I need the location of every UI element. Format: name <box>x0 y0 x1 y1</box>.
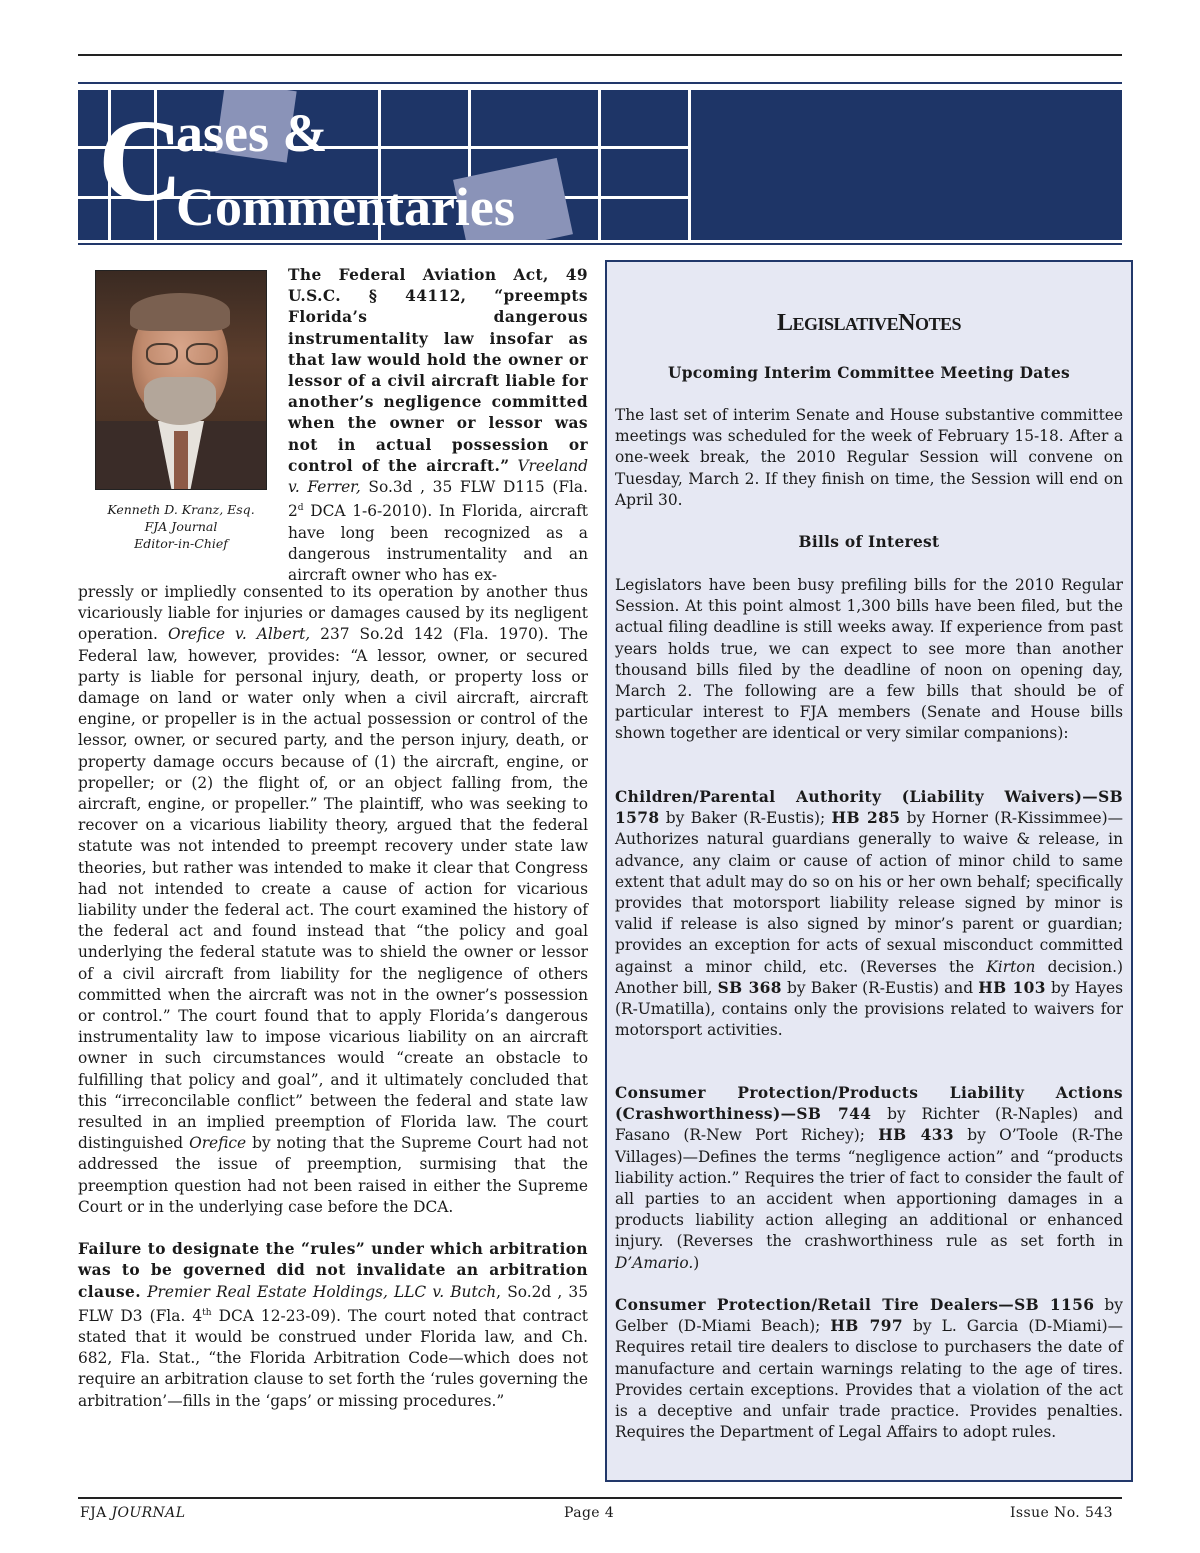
article2-lead: Failure to designate the “rules” under which arbitration was to be governed did not invalidate an arbitration clause. <box>78 1240 588 1301</box>
article1-case: Vreeland v. Ferrer, <box>288 456 588 497</box>
bill-crashworthiness: Consumer Protection/Products Liability Actions (Crashworthiness)—SB 744 by Richter (R-Naples) and Fasano (R-New Port Richey); HB 433 by O’Toole (R-The Villages)—Defines the terms “negligence action” and “products liability action.” Requires the trier of fact to consider the fault of all parties to an accident when apportioning damages in a products liability action alleging an additional or enhanced injury. (Reverses the crashworthiness rule as set forth in D’Amario.) <box>615 1084 1124 1272</box>
article1-body2: 237 So.2d 142 (Fla. 1970). The Federal law, however, provides: “A lessor, owner, or secured party is liable for personal injury, death, or property loss or damage on land or water only when a civil aircraft, aircraft engine, or propeller is in the actual possession or control of the lessor, owner, or secured party, and the person injury, death, or property damage occurs because of (1) the aircraft, engine, or propeller; or (2) the flight of, or an object falling from, the aircraft, engine, or propeller.” The plaintiff, who was seeking to recover on a vicarious liability theory, argued that the federal statute was not intended to preempt recovery under state law theories, but rather was intended to make it clear that Congress had not intended to create a cause of action for vicarious liability under the federal act. The court examined the history of the federal act and found instead that “the policy and goal underlying the federal statute was to shield the owner or lessor of a civil aircraft from liability for the negligence of others committed when the aircraft was not in the owner’s possession or control.” The court found that to apply Florida’s dangerous instrumentality law to impose vicarious liability on an aircraft owner in such circumstances would “create an obstacle to fulfilling that policy and goal”, and it ultimately concluded that this “irreconcilable conflict” between the federal and state law resulted in an implied preemption of Florida law. The court distinguished <box>78 625 588 1153</box>
grid-line <box>688 90 691 240</box>
article1-body <box>78 582 588 1412</box>
bill-tire-dealers: Consumer Protection/Retail Tire Dealers—SB 1156 by Gelber (D-Miami Beach); HB 797 by L. Garcia (D-Miami)— Requires retail tire dealers to disclose to purchasers the date of manufacture and certain warnings relating to the age of tires. Provides certain exceptions. Provides that a violation of the act is a deceptive and unfair trade practice. Provides penalties. Requires the Department of Legal Affairs to adopt rules. <box>615 1296 1123 1442</box>
article2-cite: , So.2d , 35 FLW D3 (Fla. 4 <box>78 1282 589 1325</box>
article1-orefice2: Orefice <box>189 1134 247 1153</box>
article2-case: Premier Real Estate Holdings, LLC v. Butch <box>147 1282 497 1301</box>
article2-cite-sup: th <box>202 1307 212 1318</box>
article1-body1: pressly or impliedly consented to its operation by another thus vicariously liable for injuries or damages caused by its negligent operation. <box>78 583 588 644</box>
masthead-initial: C <box>98 95 184 226</box>
meetings-paragraph: The last set of interim Senate and House substantive committee meetings was scheduled for the week of February 15-18. After a one-week break, the 2010 Regular Session will convene on Tuesday, March 2. If they finish on time, the Session will end on April 30. <box>615 406 1123 509</box>
masthead-bottom-line <box>78 243 1122 245</box>
masthead <box>78 82 1122 262</box>
subheading-meetings: Upcoming Interim Committee Meeting Dates <box>667 364 1070 382</box>
footer-issue: Issue No. 543 <box>1010 1505 1113 1521</box>
author-photo <box>95 270 267 490</box>
footer-publication: FJA JOURNAL <box>80 1505 186 1521</box>
bill-children-parental: Children/Parental Authority (Liability Waivers)—SB 1578 by Baker (R-Eustis); HB 285 by Horner (R-Kissimmee)— Authorizes natural guardians generally to waive & release, in advance, any claim or cause of action of minor child to same extent that adult may do so on his or her own behalf; specifically provides that motorsport liability release signed by minor is valid if release is also signed by minor’s parent or guardian; provides an exception for acts of sexual misconduct committed against a minor child, etc. (Reverses the Kirton decision.) Another bill, SB 368 by Baker (R-Eustis) and HB 103 by Hayes (R-Umatilla), contains only the provisions related to waivers for motorsport activities. <box>615 788 1124 1040</box>
article1-cite-rest: DCA 1-6-2010). In Florida, aircraft have long been recognized as a dangerous instrumentality and an aircraft owner who has ex- <box>288 502 588 584</box>
masthead-line1: ases & <box>176 103 328 163</box>
article1-lead: The Federal Aviation Act, 49 U.S.C. § 44112, “preempts Florida’s dangerous instrumentality law insofar as that law would hold the owner or lessor of a civil aircraft liable for another’s negligence committed when the owner or lessor was not in actual possession or control of the aircraft.” <box>288 266 588 475</box>
caption-org: FJA Journal <box>144 519 218 534</box>
article1-cite: So.3d , 35 FLW D115 (Fla. 2 <box>288 478 588 521</box>
article1-top <box>288 265 588 586</box>
grid-line <box>598 90 601 240</box>
photo-caption <box>90 501 272 552</box>
top-rule <box>78 54 1122 56</box>
legislative-notes-box <box>605 260 1133 1482</box>
caption-name: Kenneth D. Kranz, Esq. <box>107 502 255 517</box>
masthead-line2: Commentaries <box>176 177 515 237</box>
article2 <box>78 1239 588 1412</box>
masthead-top-line <box>78 82 1122 84</box>
bills-intro: Legislators have been busy prefiling bills for the 2010 Regular Session. At this point almost 1,300 bills have been filed, but the actual filing deadline is still weeks away. If experience from past years holds true, we can expect to see more than another thousand bills filed by the deadline of noon on opening day, March 2. The following are a few bills that should be of particular interest to FJA members (Senate and House bills shown together are identical or very similar companions): <box>615 576 1123 743</box>
subheading-bills: Bills of Interest <box>798 533 940 551</box>
article1-body3: by noting that the Supreme Court had not addressed the issue of preemption, surmising that the preemption question had not been raised in either the Supreme Court or in the underlying case before the DCA. <box>78 1134 589 1216</box>
footer-page: Page 4 <box>564 1505 615 1521</box>
legislative-notes-title: LEGISLATIVENOTES <box>776 310 962 336</box>
article1-cite-sup: d <box>297 503 304 514</box>
article2-cite-rest: DCA 12-23-09). The court noted that contract stated that it would be construed under Florida law, and Ch. 682, Fla. Stat., “the Florida Arbitration Code—which does not require an arbitration clause to set forth the ‘rules governing the arbitration’—fills in the ‘gaps’ or missing procedures.” <box>78 1306 589 1410</box>
article1-orefice: Orefice v. Albert, <box>167 625 311 644</box>
masthead-band <box>78 90 1122 240</box>
caption-role: Editor-in-Chief <box>134 536 228 551</box>
footer-rule <box>78 1497 1122 1499</box>
